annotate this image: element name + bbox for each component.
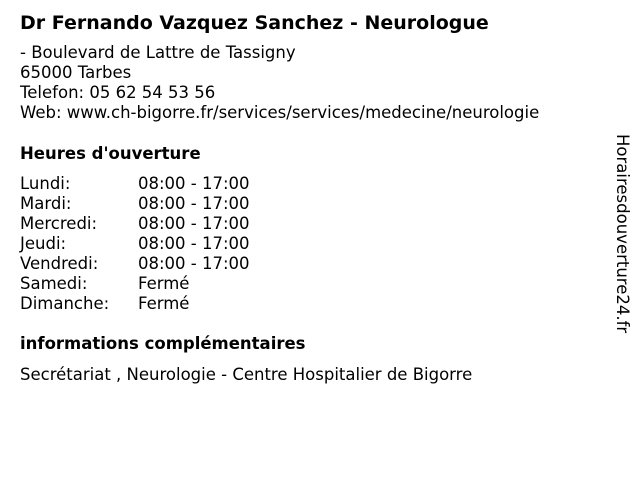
day-label: Samedi: [20,274,88,293]
day-label: Dimanche: [20,294,110,313]
day-label: Mercredi: [20,214,98,233]
phone-number: Telefon: 05 62 54 53 56 [20,83,216,102]
day-hours: 08:00 - 17:00 [138,214,250,233]
day-hours: Fermé [138,274,190,293]
hours-heading: Heures d'ouverture [20,144,201,163]
page-title: Dr Fernando Vazquez Sanchez - Neurologue [20,12,489,34]
day-label: Lundi: [20,174,71,193]
day-hours: 08:00 - 17:00 [138,234,250,253]
street-address: - Boulevard de Lattre de Tassigny [20,43,296,62]
watermark-text: Horairesdouverture24.fr [613,134,632,334]
day-hours: 08:00 - 17:00 [138,254,250,273]
day-hours: 08:00 - 17:00 [138,174,250,193]
day-hours: Fermé [138,294,190,313]
website: Web: www.ch-bigorre.fr/services/services/medecine/neurologie [20,103,540,122]
day-label: Jeudi: [20,234,67,253]
day-label: Vendredi: [20,254,99,273]
city: 65000 Tarbes [20,63,132,82]
info-text: Secrétariat , Neurologie - Centre Hospitalier de Bigorre [20,365,473,384]
info-heading: informations complémentaires [20,334,306,353]
day-label: Mardi: [20,194,72,213]
address-block [20,43,539,123]
day-hours: 08:00 - 17:00 [138,194,250,213]
watermark [612,134,632,344]
